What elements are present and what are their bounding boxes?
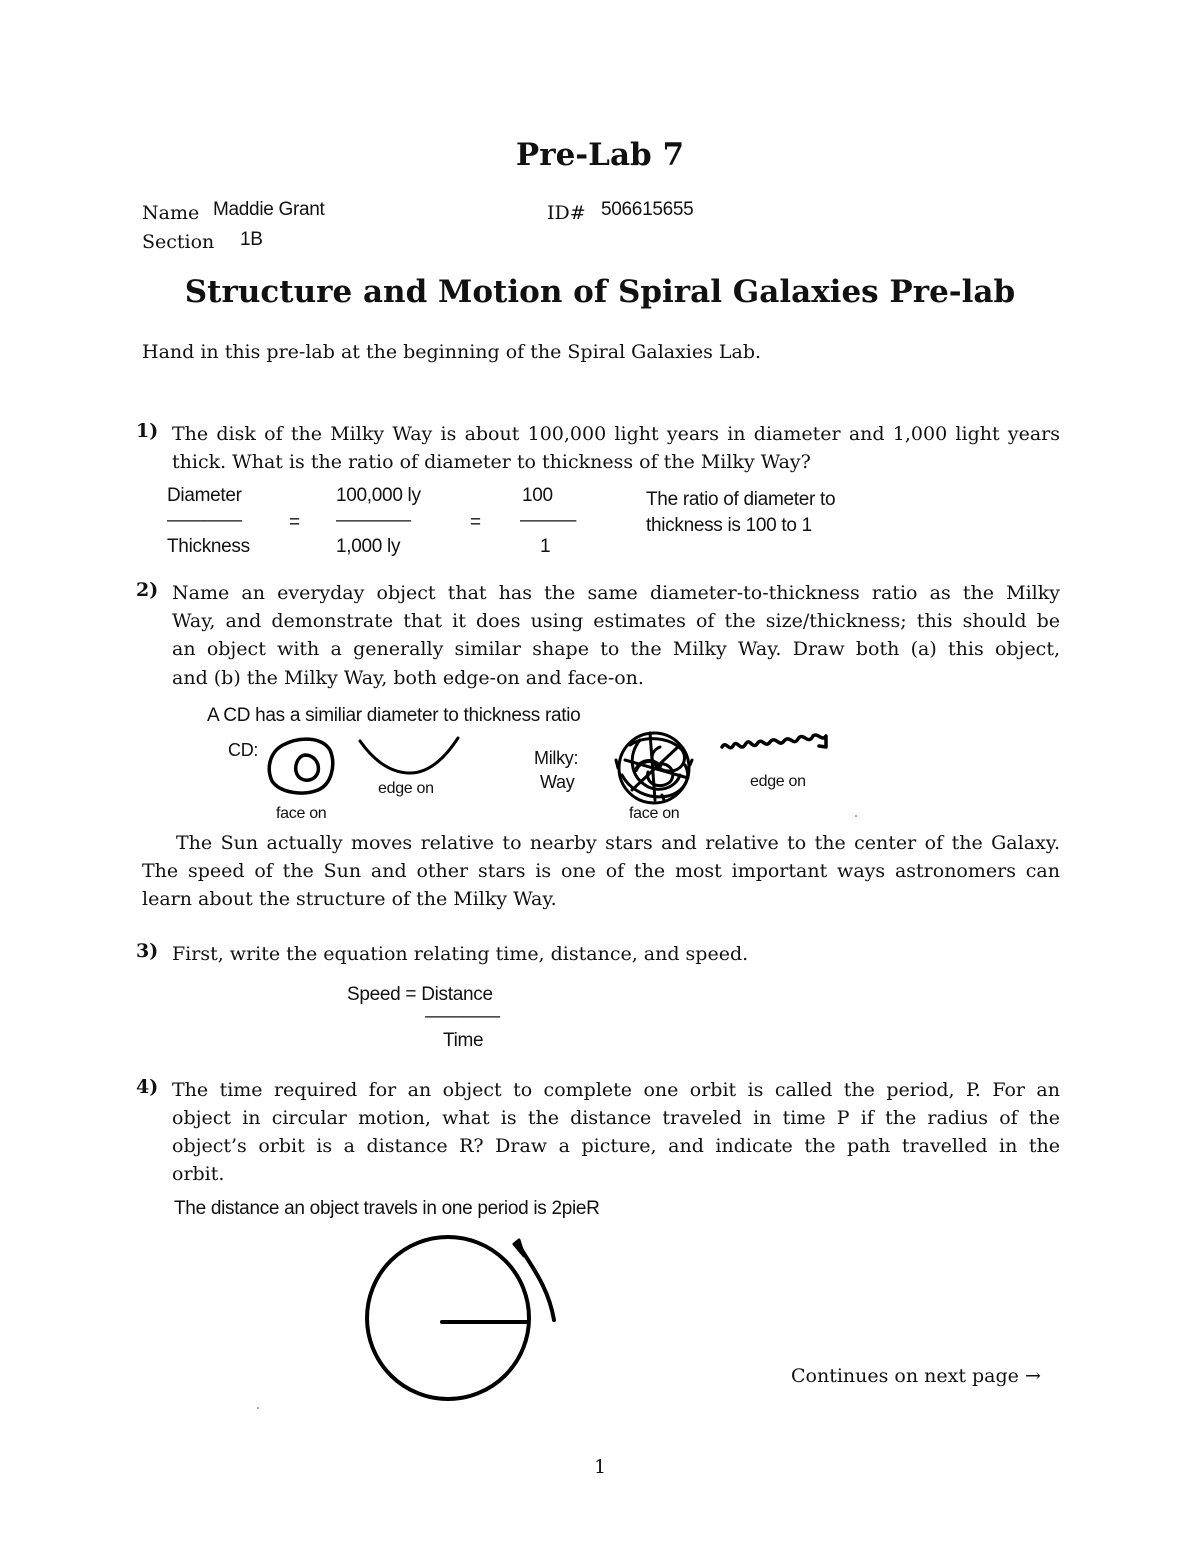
answer-text: The distance an object travels in one period is 2pieR bbox=[174, 1198, 600, 1219]
question-text: an object with a generally similar shape to the Milky Way. Draw both (a) this object, bbox=[172, 638, 1060, 660]
question-text: orbit. bbox=[172, 1163, 225, 1185]
milky-way-edge-on-drawing bbox=[722, 735, 826, 748]
cd-hole-drawing bbox=[296, 755, 319, 780]
intro-text: Hand in this pre-lab at the beginning of the Spiral Galaxies Lab. bbox=[142, 341, 762, 363]
name-value: Maddie Grant bbox=[213, 199, 325, 220]
answer-text: A CD has a similiar diameter to thickness ratio bbox=[207, 705, 581, 726]
answer-den1: 1,000 ly bbox=[336, 536, 401, 557]
answer-equation-top: Speed = Distance bbox=[347, 984, 493, 1005]
continues-note: Continues on next page → bbox=[791, 1365, 1041, 1387]
question-text: thick. What is the ratio of diameter to thickness of the Milky Way? bbox=[172, 451, 811, 473]
section-label: Section bbox=[142, 231, 215, 253]
paragraph-text: learn about the structure of the Milky Way. bbox=[142, 888, 557, 910]
section-value: 1B bbox=[240, 229, 263, 250]
orbit-circle-drawing bbox=[367, 1237, 529, 1399]
question-text: First, write the equation relating time, distance, and speed. bbox=[172, 943, 749, 965]
question-number: 2) bbox=[136, 579, 159, 601]
name-label: Name bbox=[142, 202, 200, 224]
answer-thickness: Thickness bbox=[167, 536, 250, 557]
answer-note: thickness is 100 to 1 bbox=[646, 515, 812, 536]
id-value: 506615655 bbox=[601, 199, 694, 220]
question-number: 4) bbox=[136, 1076, 159, 1098]
cd-face-on-label: face on bbox=[276, 805, 327, 822]
answer-equation-bottom: Time bbox=[443, 1030, 484, 1051]
question-text: Name an everyday object that has the same diameter-to-thickness ratio as the Milky bbox=[172, 582, 1060, 604]
milky-face-on-label: face on bbox=[629, 805, 680, 822]
cd-edge-on-label: edge on bbox=[378, 780, 434, 797]
question-text: The time required for an object to complete one orbit is called the period, P. For an bbox=[172, 1079, 1060, 1101]
answer-diameter: Diameter bbox=[167, 485, 242, 506]
paragraph-text: The Sun actually moves relative to nearby stars and relative to the center of the Galaxy. bbox=[176, 832, 1060, 854]
question-text: object’s orbit is a distance R? Draw a picture, and indicate the path travelled in the bbox=[172, 1135, 1060, 1157]
milky-edge-on-label: edge on bbox=[750, 773, 806, 790]
answer-note: The ratio of diameter to bbox=[646, 489, 836, 510]
milky-way-label: Way bbox=[540, 772, 575, 792]
answer-dashes: ———— bbox=[167, 510, 242, 531]
question-text: object in circular motion, what is the distance traveled in time P if the radius of the bbox=[172, 1107, 1060, 1129]
answer-dashes: ——— bbox=[520, 510, 577, 531]
answer-num2: 100 bbox=[522, 485, 553, 506]
cd-edge-on-drawing bbox=[360, 738, 458, 773]
answer-equation-line: ———— bbox=[425, 1006, 500, 1027]
paragraph-text: The speed of the Sun and other stars is one of the most important ways astronomers can bbox=[142, 860, 1060, 882]
answer-equals: = bbox=[289, 512, 300, 533]
question-number: 1) bbox=[136, 420, 159, 442]
page-number: 1 bbox=[593, 1456, 607, 1478]
section-heading: Structure and Motion of Spiral Galaxies Pre-lab bbox=[184, 274, 1016, 310]
question-text: Way, and demonstrate that it does using estimates of the size/thickness; this should be bbox=[172, 610, 1060, 632]
milky-way-label: Milky: bbox=[534, 748, 579, 768]
id-label: ID# bbox=[547, 202, 586, 224]
answer-dashes: ———— bbox=[336, 510, 411, 531]
question-number: 3) bbox=[136, 940, 159, 962]
question-text: The disk of the Milky Way is about 100,000 light years in diameter and 1,000 light years bbox=[172, 423, 1060, 445]
question-text: and (b) the Milky Way, both edge-on and face-on. bbox=[172, 667, 644, 689]
milky-way-face-on-drawing bbox=[616, 733, 692, 803]
answer-equals: = bbox=[470, 512, 481, 533]
answer-num1: 100,000 ly bbox=[336, 485, 421, 506]
cd-face-on-drawing bbox=[269, 739, 332, 793]
cd-label: CD: bbox=[228, 740, 259, 760]
page-title: Pre-Lab 7 bbox=[515, 137, 685, 173]
answer-den2: 1 bbox=[540, 536, 551, 557]
